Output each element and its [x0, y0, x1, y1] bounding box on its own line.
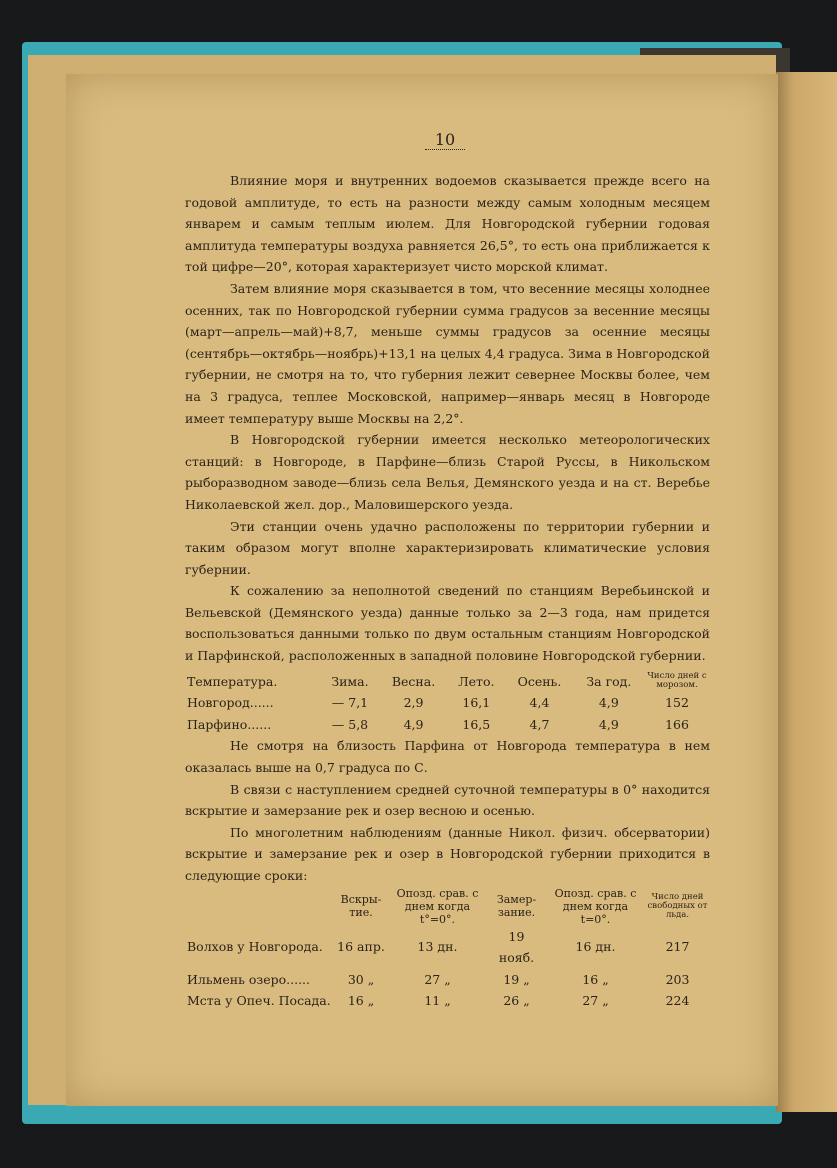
- table-cell: 19 нояб.: [498, 928, 535, 966]
- table-cell: 19 „: [503, 971, 530, 987]
- table-header: Зима.: [331, 673, 369, 689]
- paragraph-8: По многолетним наблюдениям (данные Никол. физич. обсерватории) вскрытие и замерзание рек и озер в Новгородской губернии приходится в следующие сроки:: [185, 824, 710, 883]
- table-cell: 16,5: [462, 716, 491, 732]
- table-header: [185, 887, 334, 926]
- page-text: [185, 170, 710, 1012]
- table-cell: Мста у Опеч. Посада.: [187, 993, 331, 1009]
- table-row: [185, 926, 710, 969]
- table-cell: 2,9: [403, 695, 424, 711]
- table-cell: 166: [665, 716, 689, 732]
- facing-page: [776, 72, 837, 1112]
- table-header: За год.: [586, 673, 632, 689]
- table-cell: 16 дн.: [575, 939, 616, 955]
- table-cell: 27 „: [424, 971, 451, 987]
- paragraph-1: Влияние моря и внутренних водоемов сказывается прежде всего на годовой амплитуде, то есть на разности между самым холодным месяцем январем и самым теплым июлем. Для Новгородской губернии годовая амплитуда температуры воздуха равняется 26,5°, то есть она приближается к той цифре—20°, которая характеризует чисто морской климат.: [185, 173, 710, 275]
- table-header: Число дней свободных от льда.: [647, 891, 708, 920]
- table-cell: 4,9: [403, 716, 424, 732]
- table-header: Опозд. срав. с днем когда t=0°.: [554, 886, 637, 926]
- paragraph-4: Эти станции очень удачно расположены по территории губернии и таким образом могут вполне характеризировать климатические условия губернии.: [185, 518, 710, 577]
- table-cell: 16 „: [582, 971, 609, 987]
- table-header: Температура.: [187, 673, 278, 689]
- table-cell: Новгород......: [187, 695, 274, 711]
- table-row: [185, 990, 710, 1012]
- table-header: Вскры-тие.: [340, 893, 382, 920]
- table-cell: — 7,1: [331, 695, 369, 711]
- table-cell: 4,4: [529, 695, 550, 711]
- table-cell: 30 „: [347, 971, 375, 987]
- paragraph-6: Не смотря на близость Парфина от Новгорода температура в нем оказалась выше на 0,7 градуса по С.: [185, 738, 710, 776]
- table-cell: 152: [665, 695, 689, 711]
- table-header: Весна.: [391, 673, 436, 689]
- table-row: [185, 692, 710, 714]
- paragraph-5: К сожалению за неполнотой сведений по станциям Веребьинской и Вельевской (Демянского уезда) данные только за 2—3 года, нам придется воспользоваться данными только по двум остальным станциям Новгородской и Парфинской, расположенных в западной половине Новгородской губернии.: [185, 583, 710, 664]
- temperature-table: [185, 671, 710, 736]
- table-cell: Ильмень озеро......: [187, 971, 310, 987]
- table-cell: 217: [665, 939, 690, 955]
- table-cell: Волхов у Новгорода.: [187, 939, 323, 955]
- paragraph-7: В связи с наступлением средней суточной температуры в 0° находится вскрытие и замерзание рек и озер весною и осенью.: [185, 781, 710, 819]
- table-header-row: [185, 671, 710, 693]
- table-cell: 203: [665, 971, 690, 987]
- table-row: [185, 714, 710, 736]
- table-cell: 224: [665, 993, 690, 1009]
- table-cell: 16 „: [347, 993, 375, 1009]
- table-cell: 16,1: [462, 695, 491, 711]
- table-cell: 4,7: [529, 716, 550, 732]
- table-cell: — 5,8: [331, 716, 369, 732]
- table-header-row: [185, 887, 710, 926]
- table-cell: 27 „: [582, 993, 609, 1009]
- table-cell: Парфино......: [187, 716, 272, 732]
- table-row: [185, 969, 710, 991]
- table-cell: 16 апр.: [337, 939, 385, 955]
- table-cell: 13 дн.: [417, 939, 458, 955]
- table-cell: 4,9: [598, 716, 619, 732]
- table-header: Число дней с морозом.: [647, 671, 707, 691]
- table-cell: 4,9: [598, 695, 619, 711]
- paragraph-3: В Новгородской губернии имеется несколько метеорологических станций: в Новгороде, в Парфине—близь Старой Руссы, в Никольском рыборазводном заводе—близь села Велья, Демянского уезда и на ст. Веребье Николаевской жел. дор., Маловишерского уезда.: [185, 432, 710, 512]
- table-header: Замер-зание.: [496, 893, 537, 920]
- table-cell: 26 „: [503, 993, 530, 1009]
- table-header: Осень.: [517, 673, 562, 689]
- table-header: Лето.: [458, 673, 495, 689]
- table-header: Опозд. срав. с днем когда t°=0°.: [396, 886, 479, 926]
- ice-table: [185, 887, 710, 1012]
- table-cell: 11 „: [424, 993, 451, 1009]
- page-number: 10: [425, 130, 465, 150]
- paragraph-2: Затем влияние моря сказывается в том, что весенние месяцы холоднее осенних, так по Новгородской губернии сумма градусов за весенние месяцы (март—апрель—май)+8,7, меньше суммы градусов за осенние месяцы (сентябрь—октябрь—ноябрь)+13,1 на целых 4,4 градуса. Зима в Новгородской губернии, не смотря на то, что губерния лежит севернее Москвы более, чем на 3 градуса, теплее Московской, например—январь месяц в Новгороде имеет температуру выше Москвы на 2,2°.: [185, 280, 710, 426]
